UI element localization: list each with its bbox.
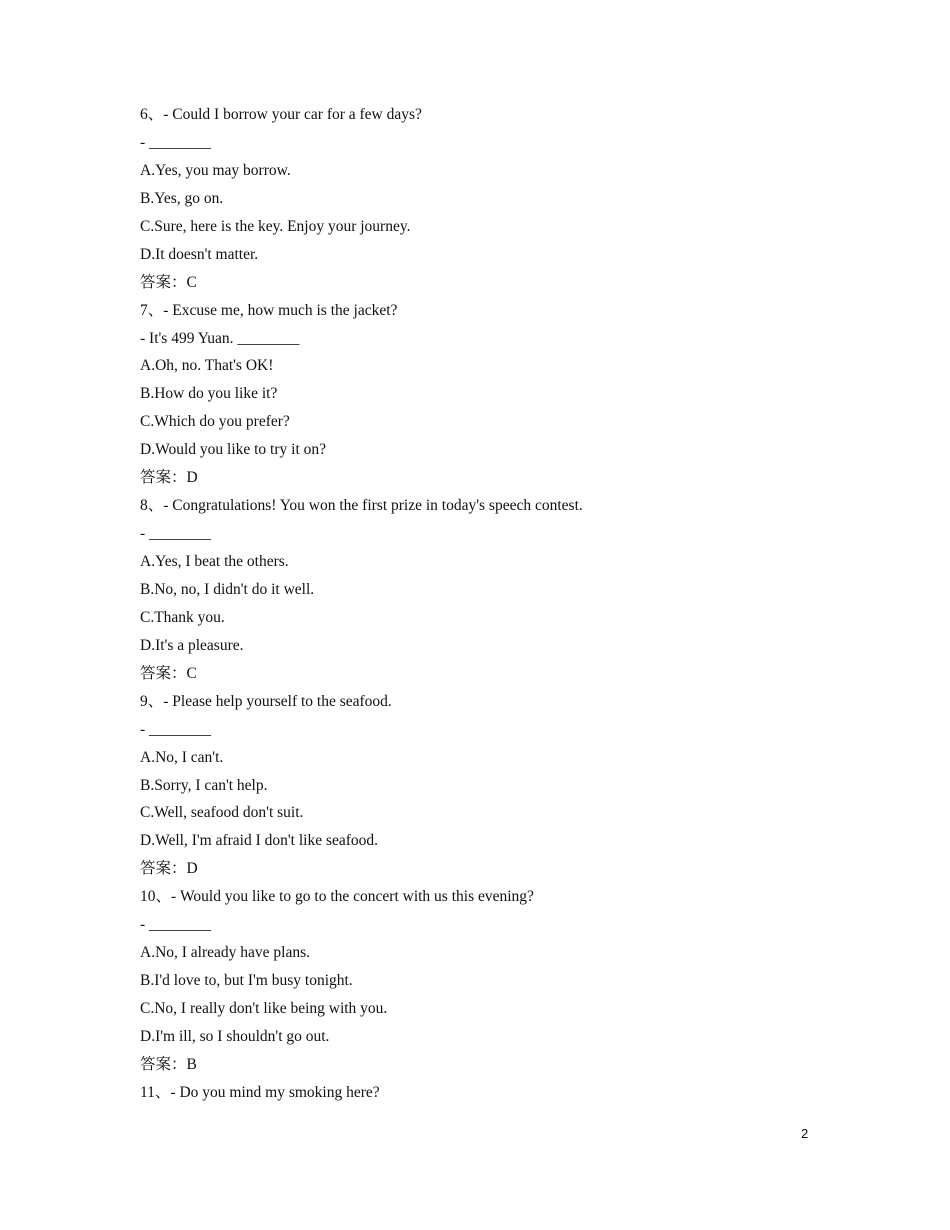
question-prompt: 8、- Congratulations! You won the first prize in today's speech contest. <box>140 497 583 515</box>
option-b: B.I'd love to, but I'm busy tonight. <box>140 972 353 990</box>
option-c: C.Well, seafood don't suit. <box>140 804 304 822</box>
document-page <box>140 101 840 1107</box>
option-c: C.No, I really don't like being with you. <box>140 1000 388 1017</box>
response-blank: - ________ <box>140 720 212 738</box>
option-d: D.It's a pleasure. <box>140 636 244 654</box>
option-d: D.I'm ill, so I shouldn't go out. <box>140 1027 330 1045</box>
answer-key: 答案：C <box>140 664 197 682</box>
question-prompt: 7、- Excuse me, how much is the jacket? <box>140 301 398 319</box>
option-a: A.Yes, I beat the others. <box>140 553 289 570</box>
option-b: B.Sorry, I can't help. <box>140 776 268 794</box>
option-a: A.No, I already have plans. <box>140 944 311 962</box>
option-d: D.Would you like to try it on? <box>140 441 327 459</box>
option-b: B.How do you like it? <box>140 385 278 403</box>
page-number: 2 <box>801 1126 809 1141</box>
option-c: C.Thank you. <box>140 608 225 626</box>
question-prompt: 6、- Could I borrow your car for a few days? <box>140 106 422 123</box>
question-10 <box>140 883 840 1079</box>
question-7 <box>140 297 840 493</box>
question-8 <box>140 492 840 688</box>
option-d: D.It doesn't matter. <box>140 245 259 263</box>
option-c: C.Sure, here is the key. Enjoy your journey. <box>140 217 411 235</box>
question-9 <box>140 688 840 884</box>
question-prompt: 11、- Do you mind my smoking here? <box>140 1083 380 1101</box>
response-blank: - It's 499 Yuan. ________ <box>140 329 300 347</box>
question-prompt: 9、- Please help yourself to the seafood. <box>140 692 392 710</box>
response-blank: - ________ <box>140 525 212 543</box>
option-a: A.Oh, no. That's OK! <box>140 357 274 375</box>
question-11 <box>140 1079 840 1107</box>
question-prompt: 10、- Would you like to go to the concert with us this evening? <box>140 888 534 906</box>
response-blank: - ________ <box>140 916 212 934</box>
option-b: B.No, no, I didn't do it well. <box>140 580 315 598</box>
answer-key: 答案：B <box>140 1055 197 1073</box>
option-a: A.Yes, you may borrow. <box>140 161 291 179</box>
option-d: D.Well, I'm afraid I don't like seafood. <box>140 832 379 850</box>
option-b: B.Yes, go on. <box>140 189 224 207</box>
answer-key: 答案：D <box>140 469 198 487</box>
response-blank: - ________ <box>140 133 212 151</box>
answer-key: 答案：D <box>140 860 198 878</box>
question-6 <box>140 101 840 297</box>
option-c: C.Which do you prefer? <box>140 413 290 431</box>
option-a: A.No, I can't. <box>140 748 224 766</box>
answer-key: 答案：C <box>140 273 197 291</box>
